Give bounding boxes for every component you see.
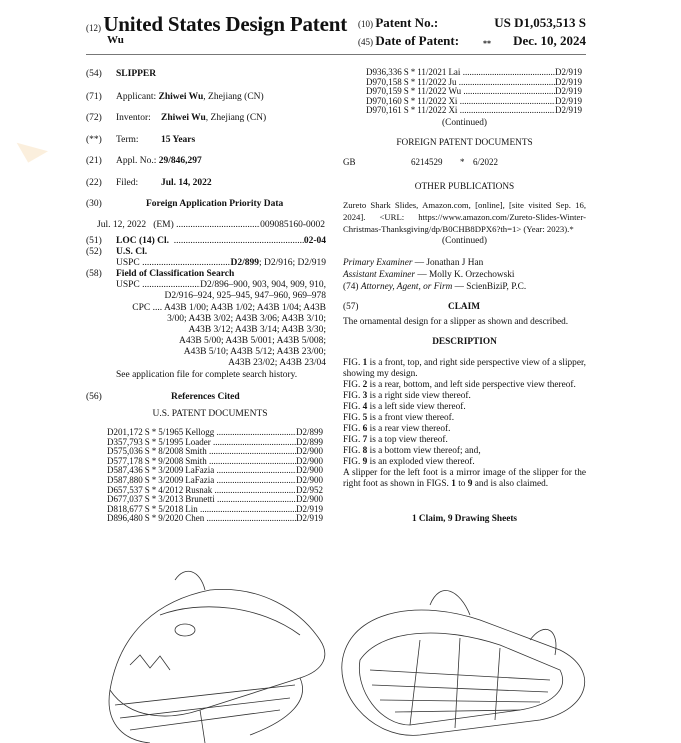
ref-name: Loader ..... [185,438,296,448]
description-heading: DESCRIPTION [432,337,497,347]
ref-kind: S [144,503,150,514]
ref-name: Lai ..... [448,68,555,78]
ref-cited-mark: * [151,503,157,514]
code-12: (12) [86,23,101,33]
ref-cited-mark: * [151,465,157,476]
ref-number: D587,880 [107,474,143,485]
ref-class: D2/900 [296,465,323,476]
ref-date: 11/2022 [417,76,447,87]
ref-cited-mark: * [410,86,416,97]
filed-field: (22) Filed: Jul. 14, 2022 [86,178,212,188]
fig1-slipper-perspective [109,571,325,743]
fig2-slipper-bottom-view [342,591,585,736]
ref-name: LaFazia ..... [185,466,296,476]
ref-name: Xi ..... [448,97,555,107]
ref-date: 9/2020 [158,513,184,524]
claim-text: The ornamental design for a slipper as shown and described. [343,317,569,327]
reference-row [366,106,584,116]
ref-number: D896,480 [107,513,143,524]
ref-name: Brunetti ..... [185,495,296,505]
ref-class: D2/919 [555,95,582,106]
ref-class: D2/900 [296,474,323,485]
ref-class: D2/899 [296,436,323,447]
figure-description: FIG. 1 is a front, top, and right side perspective view of a slipper, showing my design. [343,358,586,379]
continued-link-2[interactable]: (Continued) [442,236,487,246]
ref-number: D577,178 [107,455,143,466]
ref-number: D936,336 [366,67,402,77]
ref-cited-mark: * [410,105,416,116]
figure-description: FIG. 6 is a rear view thereof. [343,424,451,434]
ref-number: D575,036 [107,446,143,457]
ref-number: D657,537 [107,484,143,495]
patent-no-label: Patent No.: [375,15,439,30]
ref-date: 8/2008 [158,446,184,457]
figure-description: FIG. 9 is an exploded view thereof. [343,457,475,467]
uspc-row: USPC ..... D2/899 ; D2/916; D2/919 [116,258,326,269]
ref-number: D818,677 [107,503,143,514]
date-of-patent [358,35,586,49]
ref-kind: S [144,474,150,485]
patent-number [358,17,586,31]
ref-name: Smith ..... [185,447,296,457]
ref-number: D970,160 [366,95,402,106]
ref-class: D2/952 [296,484,323,495]
search-cpc: CPC .... A43B 1/00; A43B 1/02; A43B 1/04; A43B 3/00; A43B 3/02; A43B 3/06; A43B 3/10; A43B 3/12; A43B 3/14; A43B 3/30; A43B 5/00; A43B 5/001; A43B 5/008; A43B 5/10; A43B 5/12; A43B 23/00; A43B 23/02; A43B 23/04 [132,303,326,368]
figure-description: FIG. 4 is a left side view thereof. [343,402,466,412]
loc-field: (51) LOC (14) Cl. ..... 02-04 [86,236,326,247]
ref-class: D2/899 [296,427,323,437]
ref-date: 11/2022 [417,95,447,106]
ref-cited-mark: * [151,474,157,485]
ref-date: 5/1965 [158,427,184,437]
search-heading: (58) Field of Classification Search [86,269,235,279]
ref-number: D201,172 [107,427,143,437]
ref-cited-mark: * [151,436,157,447]
header-rule [86,54,586,55]
ref-kind: S [144,513,150,524]
inventor-field: (72) Inventor: Zhiwei Wu, Zhejiang (CN) [86,113,267,123]
ref-class: D2/919 [555,86,582,97]
date-value: Dec. 10, 2024 [513,33,586,48]
search-uspc: USPC ..... D2/896–900, 903, 904, 909, 910, D2/916–924, 925–945, 947–960, 969–978 [116,280,326,302]
ref-name: Chen ..... [185,514,296,524]
ref-cited-mark: * [151,484,157,495]
figure-description: FIG. 8 is a bottom view thereof; and, [343,446,481,456]
figure-descriptions [343,358,586,490]
ref-date: 3/2009 [158,474,184,485]
slipper-drawings [0,560,681,743]
patent-header [86,13,347,35]
ref-date: 11/2022 [417,105,447,116]
ref-kind: S [144,446,150,457]
priority-heading: (30) Foreign Application Priority Data [86,199,284,209]
applicant-field: (71) Applicant: Zhiwei Wu, Zhejiang (CN) [86,92,264,102]
ref-kind: S [403,86,409,97]
reference-row [107,514,325,524]
ref-kind: S [144,427,150,437]
claim-heading: (57) CLAIM [343,302,481,312]
ref-class: D2/919 [555,105,582,116]
us-cl-field: (52) U.S. Cl. [86,247,148,257]
ref-date: 3/2013 [158,494,184,505]
ref-class: D2/919 [296,513,323,524]
ref-name: Rusnak ..... [185,486,296,496]
date-mark: ** [483,39,491,48]
mirror-image-statement: A slipper for the left foot is a mirror image of the slipper for the right foot as shown in FIGS. 1 to 9 and is also claimed. [343,468,586,489]
ref-name: Smith ..... [185,457,296,467]
ref-date: 5/1995 [158,436,184,447]
ref-cited-mark: * [151,446,157,457]
ref-number: D677,037 [107,494,143,505]
patent-no-value: US D1,053,513 S [494,15,586,30]
ref-name: Kellogg ..... [185,428,296,438]
us-refs-table [107,428,325,524]
ref-class: D2/919 [296,503,323,514]
figure-description: FIG. 7 is a top view thereof. [343,435,448,445]
foreign-heading: FOREIGN PATENT DOCUMENTS [396,138,533,148]
ref-date: 11/2021 [417,67,447,77]
priority-row: Jul. 12, 2022 (EM) ..... 009085160-0002 [97,220,325,231]
ref-date: 11/2022 [417,86,447,97]
ref-cited-mark: * [151,427,157,437]
ref-kind: S [144,484,150,495]
ref-kind: S [144,436,150,447]
ref-kind: S [403,76,409,87]
title-field: (54) SLIPPER [86,69,157,79]
ref-name: Ju ..... [448,78,555,88]
ref-cited-mark: * [410,76,416,87]
claims-sheets-count: 1 Claim, 9 Drawing Sheets [411,514,518,524]
ref-name: Xi ..... [448,106,555,116]
ref-number: D970,159 [366,86,402,97]
ref-class: D2/919 [555,76,582,87]
ref-cited-mark: * [151,494,157,505]
ref-cited-mark: * [151,455,157,466]
ref-date: 3/2009 [158,465,184,476]
ref-kind: S [403,95,409,106]
figure-description: FIG. 2 is a rear, bottom, and left side perspective view thereof. [343,380,576,390]
ref-kind: S [403,67,409,77]
ref-number: D587,436 [107,465,143,476]
ref-kind: S [144,494,150,505]
other-pub-citation: Zureto Shark Slides, Amazon.com, [online], [site visited Sep. 16, 2024]. <URL: https://www.amazon.com/Zureto-Slides-Winter-Christmas-Thanksgiving/dp/B0CHB8DPX6?th=1> (Year: 2023).* [343,200,586,234]
us-patent-docs-heading: U.S. PATENT DOCUMENTS [152,409,268,419]
ref-date: 5/2018 [158,503,184,514]
ref-number: D970,161 [366,105,402,116]
continued-link[interactable]: (Continued) [442,118,487,128]
ref-class: D2/900 [296,446,323,457]
ref-name: Lin ..... [185,505,296,515]
ref-class: D2/900 [296,455,323,466]
examiners: Primary Examiner — Jonathan J Han Assistant Examiner — Molly K. Orzechowski (74) Attorney, Agent, or Firm — ScienBiziP, P.C. [343,258,527,292]
code-10: (10) [358,19,373,29]
ref-name: LaFazia ..... [185,476,296,486]
ref-kind: S [403,105,409,116]
ref-kind: S [144,465,150,476]
date-label: Date of Patent: [375,33,460,48]
ref-class: D2/919 [555,67,582,77]
code-45: (45) [358,37,373,47]
us-refs-table-continued [366,68,584,116]
inventor-surname: Wu [107,34,124,46]
ref-cited-mark: * [151,513,157,524]
foreign-row: GB 6214529 * 6/2022 [343,157,499,167]
ref-number: D970,158 [366,76,402,87]
ref-cited-mark: * [410,67,416,77]
watermark: ◣ [12,124,51,167]
ref-number: D357,793 [107,436,143,447]
ref-class: D2/900 [296,494,323,505]
document-type-title: United States Design Patent [103,12,347,36]
ref-kind: S [144,455,150,466]
figure-description: FIG. 3 is a right side view thereof. [343,391,471,401]
search-history-note: See application file for complete search history. [116,370,298,380]
ref-date: 9/2008 [158,455,184,466]
term-field: (**) Term: 15 Years [86,135,196,145]
appl-no-field: (21) Appl. No.: 29/846,297 [86,156,202,166]
ref-cited-mark: * [410,95,416,106]
refs-heading: (56) References Cited [86,392,240,402]
ref-name: Wu ..... [448,87,555,97]
ref-date: 4/2012 [158,484,184,495]
other-pubs-heading: OTHER PUBLICATIONS [414,182,515,192]
figure-description: FIG. 5 is a front view thereof. [343,413,455,423]
